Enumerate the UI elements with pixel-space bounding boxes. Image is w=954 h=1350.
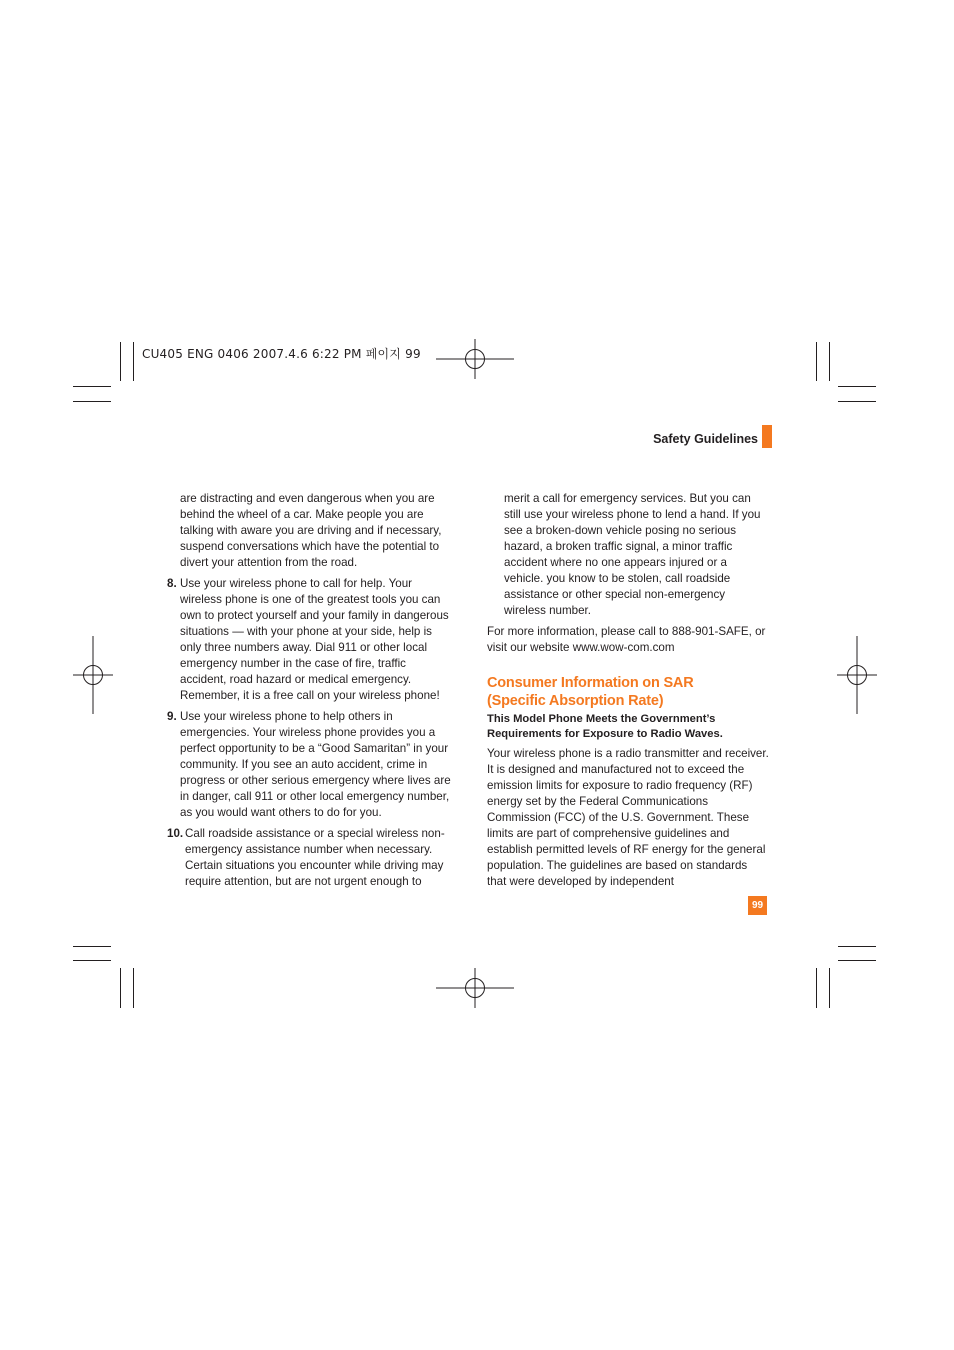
list-item-number: 10.	[167, 827, 184, 840]
crop-mark	[838, 946, 876, 947]
list-item-number: 9.	[167, 710, 177, 723]
crop-mark	[838, 960, 876, 961]
sub-heading-line: This Model Phone Meets the Government’s	[487, 713, 716, 725]
section-header-label: Safety Guidelines	[653, 432, 758, 446]
list-item	[167, 709, 453, 821]
crop-mark	[829, 968, 830, 1008]
crop-mark	[120, 342, 121, 381]
crop-mark	[73, 386, 111, 387]
registration-mark-icon	[436, 968, 514, 1008]
crop-mark	[133, 968, 134, 1008]
sub-heading	[487, 712, 769, 742]
crop-mark	[816, 968, 817, 1008]
crop-mark	[838, 401, 876, 402]
registration-mark-icon	[73, 636, 113, 714]
more-info-paragraph: For more information, please call to 888-901-SAFE, or visit our website www.wow-com.com	[487, 625, 766, 654]
section-title	[487, 674, 769, 710]
crop-mark	[838, 386, 876, 387]
sub-heading-line: Requirements for Exposure to Radio Waves.	[487, 728, 723, 740]
right-column	[487, 491, 769, 890]
continuation-paragraph: are distracting and even dangerous when you are behind the wheel of a car. Make people you are talking with aware you are driving and if necessary, suspend conversations which have the potential to divert your attention from the road.	[180, 492, 442, 569]
left-column	[167, 491, 453, 890]
crop-mark	[120, 968, 121, 1008]
section-title-line: (Specific Absorption Rate)	[487, 693, 664, 709]
print-info: CU405 ENG 0406 2007.4.6 6:22 PM 페이지 99	[142, 347, 421, 361]
list-item	[167, 826, 453, 890]
continuation-paragraph: merit a call for emergency services. But you can still use your wireless phone to lend a hand. If you see a broken-down vehicle posing no serious hazard, a broken traffic signal, a minor traffic accident where no one appears injured or a vehicle. you know to be stolen, call roadside assistance or other special non-emergency wireless number.	[504, 492, 761, 617]
crop-mark	[829, 342, 830, 381]
page-number: 99	[748, 896, 767, 915]
crop-mark	[133, 342, 134, 381]
header-accent-bar	[762, 425, 772, 448]
list-item-text: Use your wireless phone to help others in emergencies. Your wireless phone provides you a perfect opportunity to be a “Good Samaritan” in your community. If you see an auto accident, crime in progress or other serious emergency where lives are in danger, call 911 or other local emergency number, as you would want others to do for you.	[180, 710, 451, 819]
registration-mark-icon	[436, 339, 514, 379]
registration-mark-icon	[837, 636, 877, 714]
list-item-text: Call roadside assistance or a special wireless non-emergency assistance number when necessary. Certain situations you encounter while driving may require attention, but are not urgent enough to	[185, 827, 445, 888]
crop-mark	[73, 946, 111, 947]
crop-mark	[73, 960, 111, 961]
list-item-text: Use your wireless phone to call for help. Your wireless phone is one of the greatest tools you can own to protect yourself and your family in dangerous situations — with your phone at your side, help is only three numbers away. Dial 911 or other local emergency number in the case of fire, traffic accident, road hazard or medical emergency. Remember, it is a free call on your wireless phone!	[180, 577, 449, 702]
list-item-number: 8.	[167, 577, 177, 590]
crop-mark	[816, 342, 817, 381]
crop-mark	[73, 401, 111, 402]
section-title-line: Consumer Information on SAR	[487, 675, 694, 691]
list-item	[167, 576, 453, 704]
body-paragraph: Your wireless phone is a radio transmitter and receiver. It is designed and manufactured not to exceed the emission limits for exposure to radio frequency (RF) energy set by the Federal Communications Commission (FCC) of the U.S. Government. These limits are part of comprehensive guidelines and establish permitted levels of RF energy for the general population. The guidelines are based on standards that were developed by independent	[487, 747, 769, 888]
